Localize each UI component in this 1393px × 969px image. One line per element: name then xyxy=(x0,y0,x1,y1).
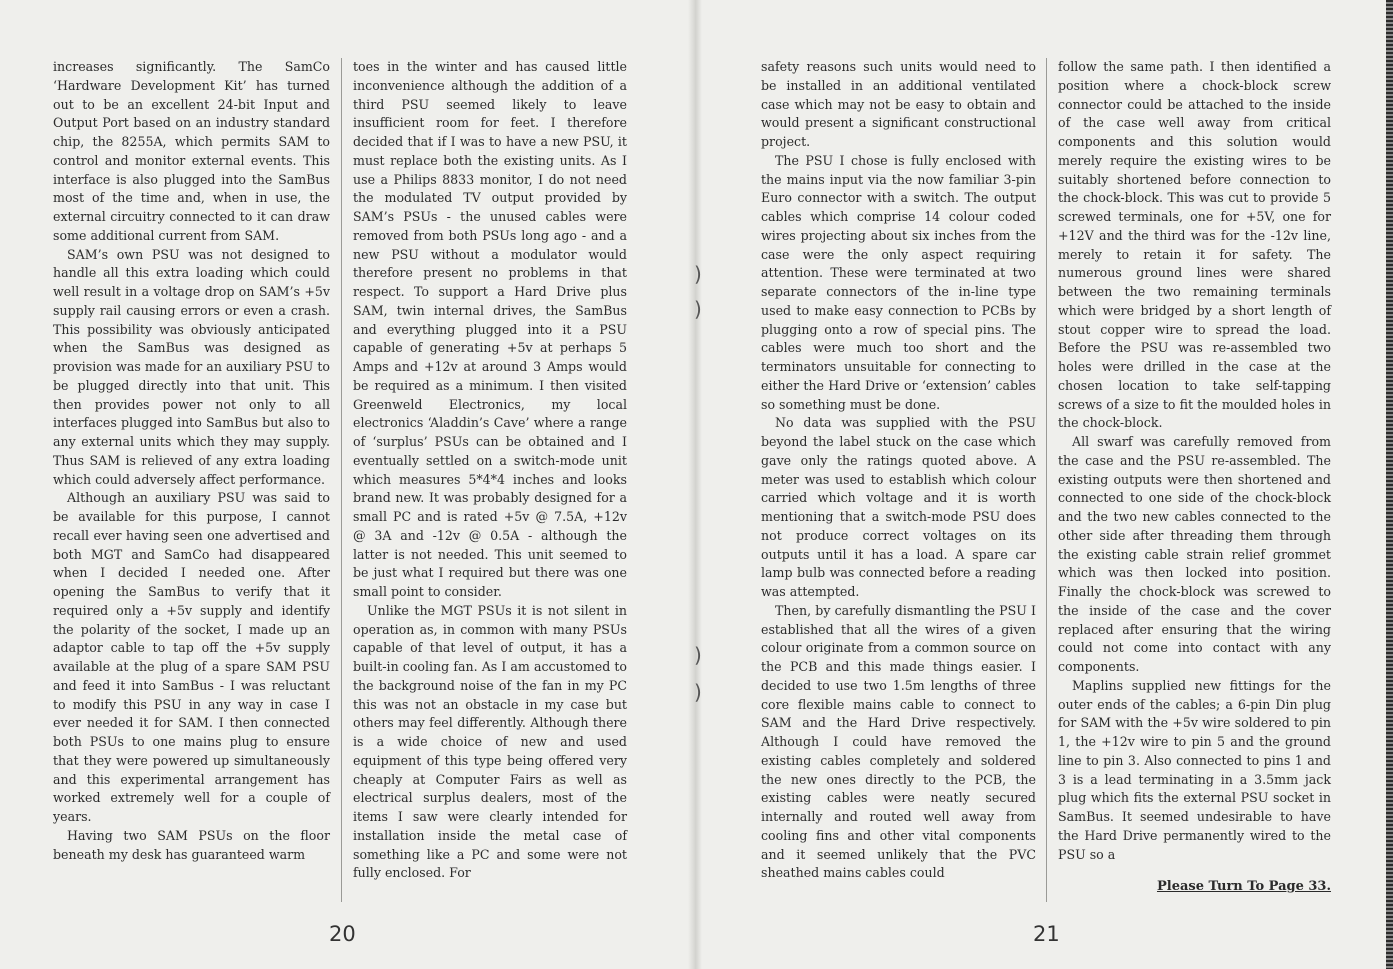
paragraph: Maplins supplied new fittings for the outer ends of the cables; a 6-pin Din plug for SAM with the +5v wire soldered to pin 1, the +12v wire to pin 5 and the ground line to pin 3. Also connected to pins 1 and 3 is a lead terminating in a 3.5mm jack plug which fits the external PSU socket in SamBus. It seemed undesirable to have the Hard Drive permanently wired to the PSU so a xyxy=(1058,677,1331,862)
paragraph: Then, by carefully dismantling the PSU I established that all the wires of a given colour originate from a common source on the PCB and this made things easier. I decided to use two 1.5m lengths of three core flexible mains cable to connect to SAM and the Hard Drive respectively. Although I could have removed the existing cables completely and soldered the new ones directly to the PCB, the existing cables were neatly secured internally and routed well away from cooling fins and other vital components and it seemed unlikely that the PVC sheathed mains cables could xyxy=(761,602,1036,881)
paragraph: SAM’s own PSU was not designed to handle all this extra loading which could well result in a voltage drop on SAM’s +5v supply rail causing errors or even a crash. This possibility was obviously anticipated when the SamBus was designed as provision was made for an auxiliary PSU to be plugged directly into that unit. This then provides power not only to all interfaces plugged into SamBus but also to any external units which they may supply. Thus SAM is relieved of any extra loading which could adversely affect performance. xyxy=(53,246,330,487)
paragraph: The PSU I chose is fully enclosed with the mains input via the now familiar 3-pin Euro connector with a switch. The output cables which comprise 14 colour coded wires projecting about six inches from the case were the only aspect requiring attention. These were terminated at two separate connectors of the in-line type used to make easy connection to PCBs by plugging onto a row of special pins. The cables were much too short and the terminators unsuitable for connecting to either the Hard Drive or ‘extension’ cables so something must be done. xyxy=(761,152,1036,412)
page-gutter xyxy=(688,0,702,969)
left-column-2 xyxy=(353,58,627,883)
column-divider xyxy=(341,58,342,902)
paragraph: toes in the winter and has caused little inconvenience although the addition of a third PSU seemed likely to leave insufficient room for feet. I therefore decided that if I was to have a new PSU, it must replace both the existing units. As I use a Philips 8833 monitor, I do not need the modulated TV output provided by SAM’s PSUs - the unused cables were removed from both PSUs long ago - and a new PSU without a modulator would therefore present no problems in that respect. To support a Hard Drive plus SAM, twin internal drives, the SamBus and everything plugged into it a PSU capable of generating +5v at perhaps 5 Amps and +12v at around 3 Amps would be required as a minimum. I then visited Greenweld Electronics, my local electronics ‘Aladdin’s Cave’ where a range of ‘surplus’ PSUs can be obtained and I eventually settled on a switch-mode unit which measures 5*4*4 inches and looks brand new. It was probably designed for a small PC and is rated +5v @ 7.5A, +12v @ 3A and -12v @ 0.5A - although the latter is not needed. This unit seemed to be just what I required but there was one small point to consider. xyxy=(353,59,627,599)
paragraph: follow the same path. I then identified a position where a chock-block screw connector could be attached to the inside of the case well away from critical components and this solution would merely require the existing wires to be suitably shortened before connection to the chock-block. This was cut to provide 5 screwed terminals, one for +5V, one for +12V and the third was for the -12v line, merely to retain it for safety. The numerous ground lines were shared between the two remaining terminals which were bridged by a short length of stout copper wire to spread the load. Before the PSU was re-assembled two holes were drilled in the case at the chosen location to take self-tapping screws of a size to fit the moulded holes in the chock-block. xyxy=(1058,59,1331,431)
paragraph: No data was supplied with the PSU beyond the label stuck on the case which gave only the ratings quoted above. A meter was used to establish which colour carried which voltage and it is worth mentioning that a switch-mode PSU does not produce correct voltages on its outputs until it has a load. A spare car lamp bulb was connected before a reading was attempted. xyxy=(761,415,1036,599)
scan-edge xyxy=(1386,0,1393,969)
right-column-2 xyxy=(1058,58,1331,864)
paragraph: Although an auxiliary PSU was said to be available for this purpose, I cannot recall ever having seen one advertised and both MGT and SamCo had disappeared when I decided I needed one. After opening the SamBus to verify that it required only a +5v supply and identify the polarity of the socket, I made up an adaptor cable to tap off the +5v supply available at the plug of a spare SAM PSU and feed it into SamBus - I was reluctant to modify this PSU in any way in case I ever needed it for SAM. I then connected both PSUs to one mains plug to ensure that they were powered up simultaneously and this experimental arrangement has worked extremely well for a couple of years. xyxy=(53,490,330,824)
gutter-mark: ) xyxy=(694,680,702,704)
left-column-1 xyxy=(53,58,330,864)
page-number-right: 21 xyxy=(1033,922,1060,946)
paragraph: increases significantly. The SamCo ‘Hardware Development Kit’ has turned out to be an excellent 24-bit Input and Output Port based on an industry standard chip, the 8255A, which permits SAM to control and monitor external events. This interface is also plugged into the SamBus most of the time and, when in use, the external circuitry connected to it can draw some additional current from SAM. xyxy=(53,59,330,243)
right-column-1 xyxy=(761,58,1036,883)
page-number-left: 20 xyxy=(329,922,356,946)
paragraph: Unlike the MGT PSUs it is not silent in operation as, in common with many PSUs capable of that level of output, it has a built-in cooling fan. As I am accustomed to the background noise of the fan in my PC this was not an obstacle in my case but others may feel differently. Although there is a wide choice of new and used equipment of this type being offered very cheaply at Computer Fairs as well as electrical surplus dealers, most of the items I saw were clearly intended for installation inside the metal case of something like a PC and some were not fully enclosed. For xyxy=(353,602,627,881)
gutter-mark: ) xyxy=(694,262,702,286)
paragraph: Having two SAM PSUs on the floor beneath my desk has guaranteed warm xyxy=(53,827,330,862)
paragraph: All swarf was carefully removed from the case and the PSU re-assembled. The existing outputs were then shortened and connected to one side of the chock-block and the two new cables connected to the other side after threading them through the existing cable strain relief grommet which was then locked into position. Finally the chock-block was screwed to the inside of the case and the cover replaced after ensuring that the wiring could not come into contact with any components. xyxy=(1058,434,1331,674)
gutter-mark: ) xyxy=(694,643,702,667)
continued-notice: Please Turn To Page 33. xyxy=(1156,879,1331,894)
column-divider xyxy=(1046,58,1047,902)
paragraph: safety reasons such units would need to be installed in an additional ventilated case which may not be easy to obtain and would present a significant constructional project. xyxy=(761,59,1036,149)
gutter-mark: ) xyxy=(694,297,702,321)
